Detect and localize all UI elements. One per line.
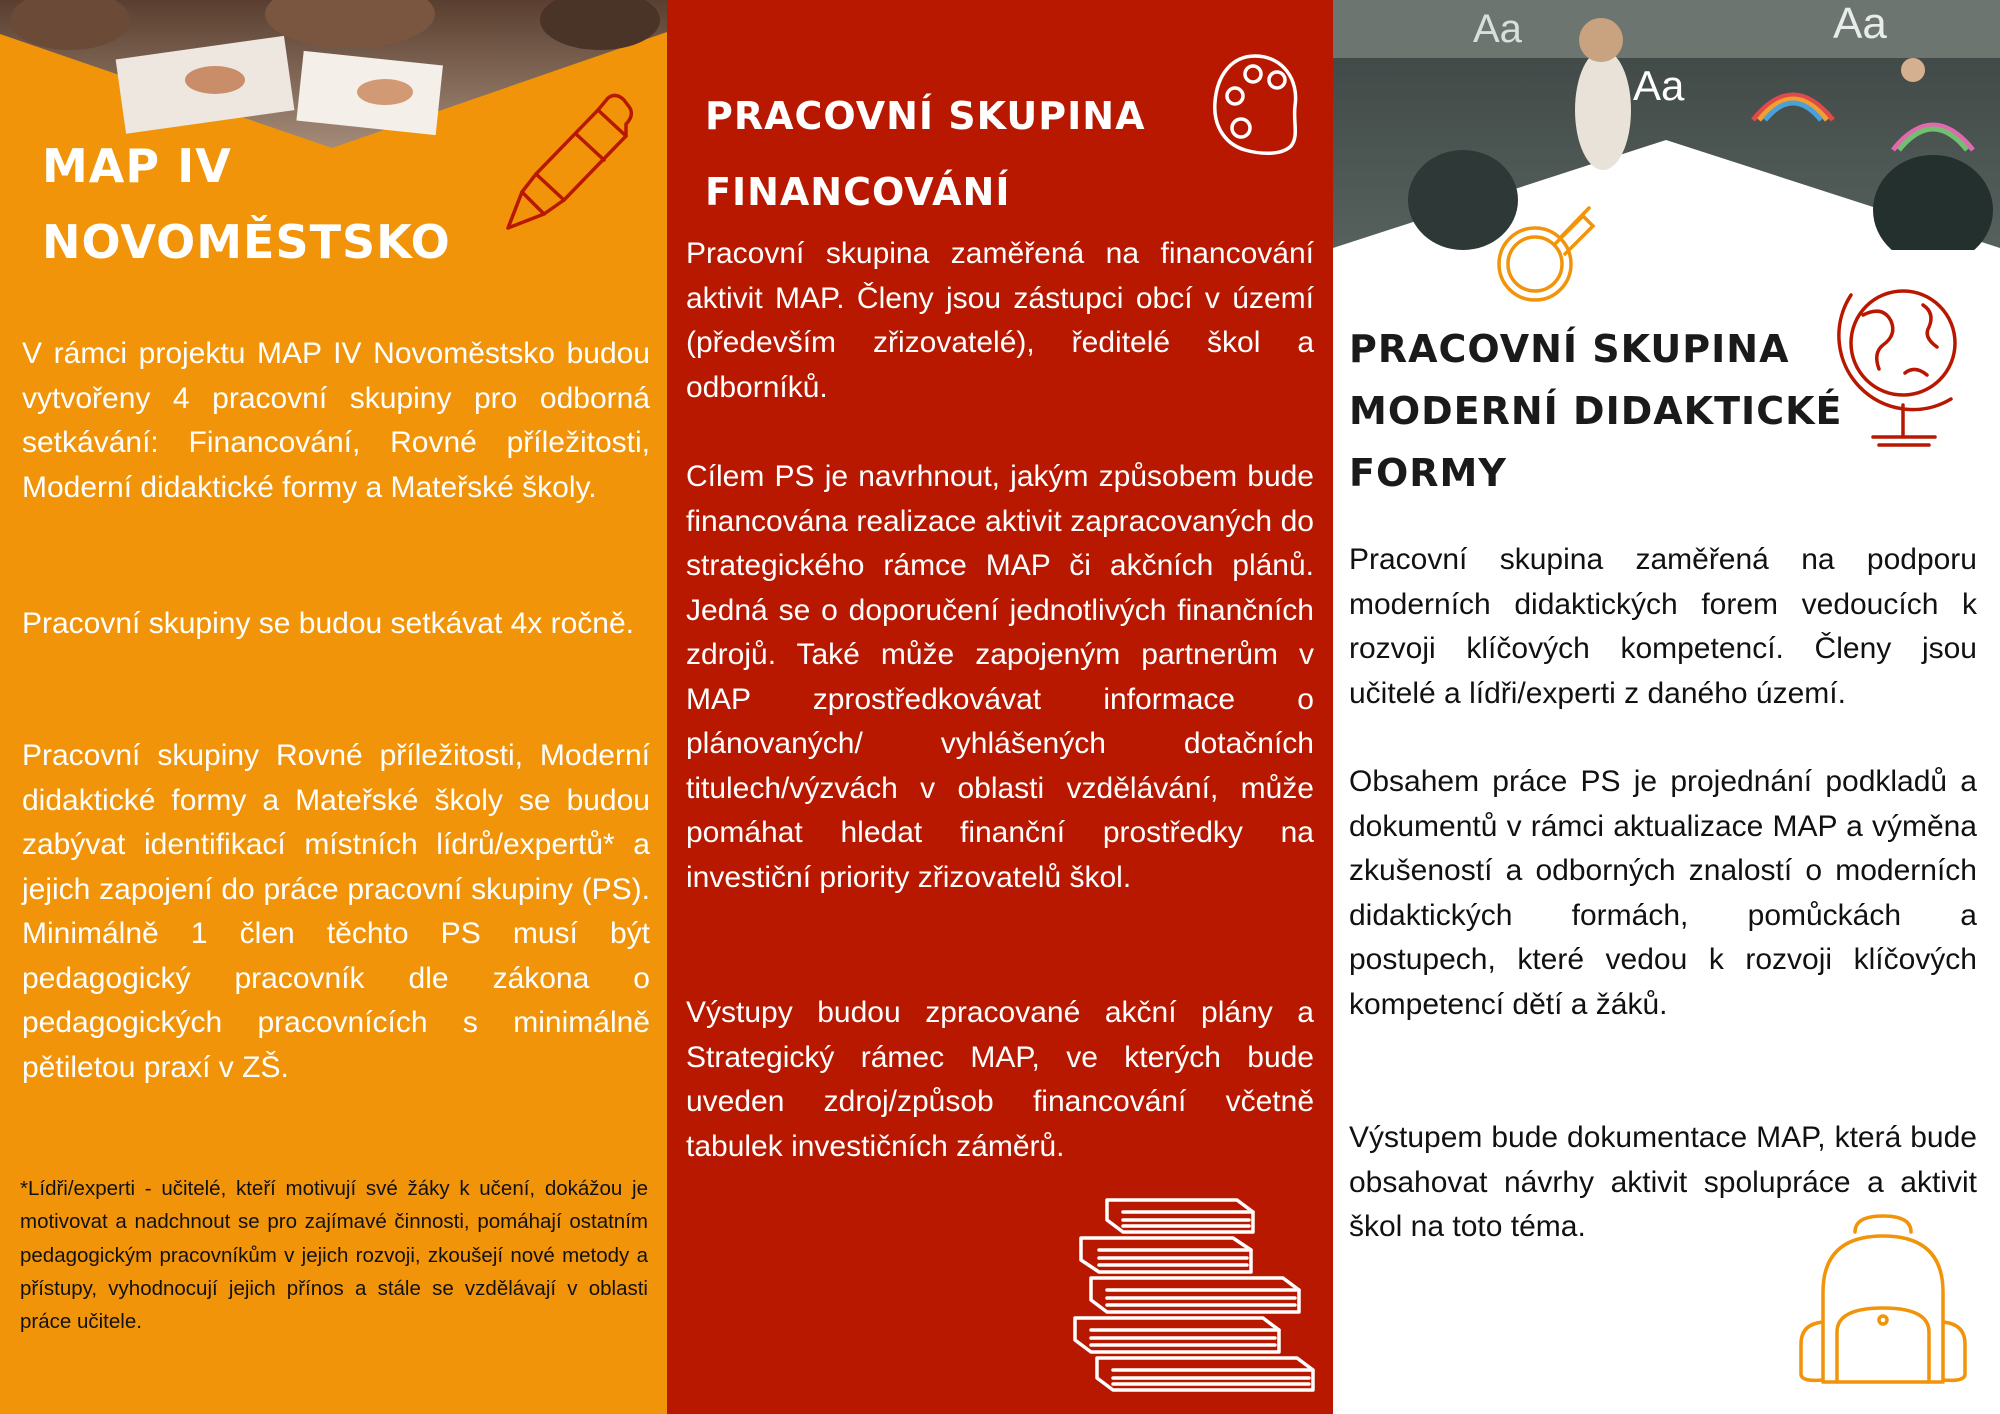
globe-icon	[1833, 265, 1973, 455]
financovani-goal: Cílem PS je navrhnout, jakým způsobem bude financována realizace aktivit zapracovaných do strategického rámce MAP či akčních plánů. Jedná se o doporučení jednotlivých finančních zdrojů. Také může zapojeným partnerům v MAP zprostředkovávat informace o plánovaných/ vyhlášených dotačních titulech/výzvách v oblasti vzdělávání, může pomáhat hledat finanční prostředky na investiční priority zřizovatelů škol.	[686, 460, 1314, 894]
footnote: *Lídři/experti - učitelé, kteří motivují své žáky k učení, dokážou je motivovat a nadchnout se pro zajímavé činnosti, pomáhají ostatním pedagogickým pracovníkům v jejich rozvoji, zkoušejí nové metody a přístupy, vyhodnocují jejich přínos a stále se vzdělávají v oblasti práce učitele.	[20, 1177, 648, 1334]
intro-paragraph: V rámci projektu MAP IV Novoměstsko budou vytvořeny 4 pracovní skupiny pro odborná setkávání: Financování, Rovné příležitosti, Moderní didaktické formy a Mateřské školy.	[22, 337, 650, 504]
leaders-paragraph: Pracovní skupiny Rovné příležitosti, Moderní didaktické formy a Mateřské školy se budou zabývat identifikací místních lídrů/expertů* a jejich zapojení do práce pracovní skupiny (PS). Minimálně 1 člen těchto PS musí být pedagogický pracovník dle zákona o pedagogických pracovnících s minimálně pětiletou praxí v ZŠ.	[22, 739, 650, 1084]
magnifier-icon	[1493, 200, 1603, 310]
panel-moderni-didakticke-formy	[1333, 0, 2000, 1414]
heading-line-2: MODERNÍ DIDAKTICKÉ	[1349, 389, 1843, 433]
panel-financovani	[667, 0, 1333, 1414]
title-line-2: NOVOMĚSTSKO	[42, 215, 451, 269]
title-line-1: MAP IV	[42, 139, 232, 193]
moderni-formy-content: Obsahem práce PS je projednání podkladů a dokumentů v rámci aktualizace MAP a výměna zkušeností a odborných znalostí o moderních didaktických formách, pomůckách a postupech, které vedou k rozvoji klíčových kompetencí dětí a žáků.	[1349, 765, 1977, 1021]
section-heading-moderni-formy	[1349, 318, 1842, 504]
moderni-formy-description: Pracovní skupina zaměřená na podporu moderních didaktických forem vedoucích k rozvoji klíčových kompetencí. Členy jsou učitelé a lídři/experti z daného území.	[1349, 543, 1977, 710]
marker-icon	[500, 88, 640, 238]
palette-icon	[1207, 50, 1303, 160]
board-letters-2: Aa	[1633, 62, 1685, 109]
heading-line-3: FORMY	[1349, 451, 1507, 495]
moderni-formy-outputs: Výstupem bude dokumentace MAP, která bude obsahovat návrhy aktivit spolupráce a aktivit škol na toto téma.	[1349, 1121, 1977, 1243]
panel-map-novomestsko	[0, 0, 667, 1414]
heading-line-2: FINANCOVÁNÍ	[705, 170, 1011, 214]
heading-line-1: PRACOVNÍ SKUPINA	[705, 94, 1146, 138]
financovani-outputs: Výstupy budou zpracované akční plány a Strategický rámec MAP, ve kterých bude uveden zdroj/způsob financování včetně tabulek investičních záměrů.	[686, 996, 1314, 1163]
board-letters-1: Aa	[1473, 7, 1522, 51]
classroom-photo	[1333, 0, 2000, 250]
books-icon	[1067, 1192, 1317, 1392]
financovani-description: Pracovní skupina zaměřená na financování aktivit MAP. Členy jsou zástupci obcí v území (především zřizovatelé), ředitelé škol a odborníků.	[686, 237, 1314, 404]
section-heading-financovani	[705, 78, 1145, 230]
backpack-icon	[1793, 1212, 1973, 1392]
heading-line-1: PRACOVNÍ SKUPINA	[1349, 327, 1790, 371]
page-title	[42, 128, 451, 280]
meeting-frequency-paragraph: Pracovní skupiny se budou setkávat 4x ročně.	[22, 607, 635, 640]
board-letters-3: Aa	[1833, 0, 1887, 48]
